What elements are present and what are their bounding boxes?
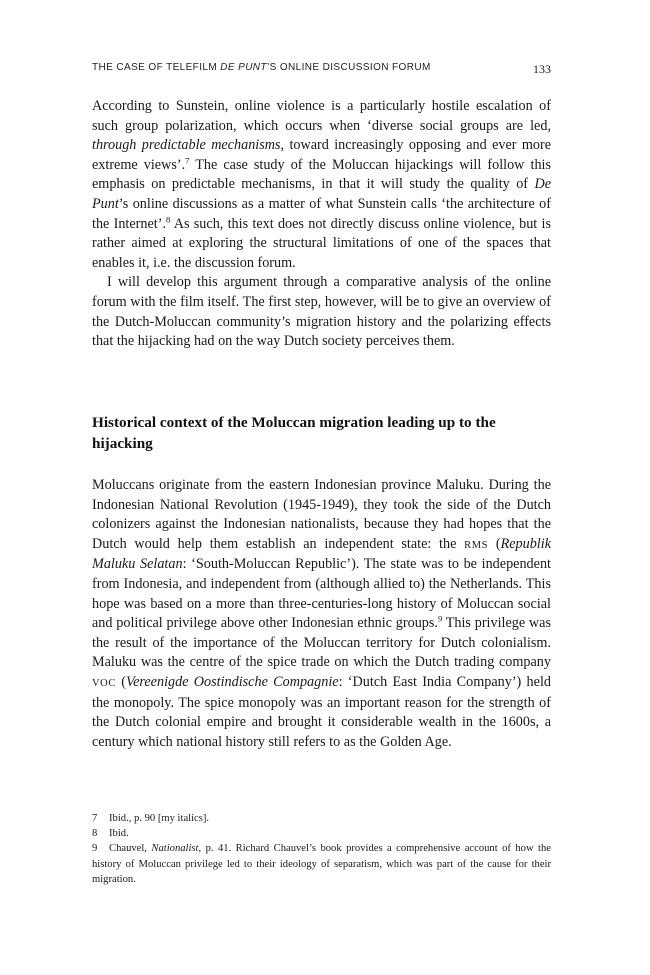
footnote-7: 7 Ibid., p. 90 [my italics]. (92, 813, 210, 824)
footnote-8: 8 Ibid. (92, 828, 129, 840)
footnote-ref-8[interactable]: 8 (166, 213, 171, 224)
paragraph-1: According to Sunstein, online violence is a particularly hostile escalation of such group polarization, which occurs when ‘diverse social groups are led, through predictable mechanisms, toward increasingly opposing and ever more extreme views’.$^7$ The case study of the Moluccan hijackings will follow this emphasis on predictable mechanisms, in that it will study the quality of De Punt’s online discussions as a matter of what Sunstein calls ‘the architecture of the Internet’.$^8$ As such, this text does not directly discuss online violence, but is rather aimed at exploring the structural limitations of one of the spaces that enables it, i.e. the discussion forum. (92, 98, 552, 271)
paragraph-2: I will develop this argument through a comparative analysis of the online forum with the film itself. The first step, however, will be to give an overview of the Dutch-Moluccan community’s migration history and the polarizing effects that the hijacking had on the way Dutch society perceives them. (92, 274, 551, 350)
footnote-ref-9[interactable]: 9 (437, 613, 443, 624)
running-title: THE CASE OF TELEFILM DE PUNT’S ONLINE DISCUSSION FORUM (92, 62, 431, 73)
body-section-1 (92, 97, 551, 352)
paragraph-3: Moluccans originate from the eastern Indonesian province Maluku. During the Indonesian National Revolution (1945-1949), they took the side of the Dutch colonizers against the Indonesian nationalists, because they had hopes that the Dutch would help them establish an independent state: the RMS (Republik Maluku Selatan: ‘South-Moluccan Republic’). The state was to be independent from Indonesia, and independent from (although allied to) the Netherlands. This hope was based on a more than three-centuries-long history of Moluccan social and political privilege above other Indonesian ethnic groups.$^9$ This privilege was the result of the importance of the Moluccan territory for Dutch colonialism. Maluku was the centre of the spice trade on which the Dutch trading company VOC (Vereenigde Oostindische Compagnie: ‘Dutch East India Company’) held the monopoly. The spice monopoly was an important reason for the strength of the Dutch colonial empire and brought it considerable wealth in the 1600s, a century which national history still refers to as the Golden Age. (92, 477, 551, 750)
footnote-ref-7[interactable]: 7 (185, 155, 190, 166)
section-heading: Historical context of the Moluccan migration leading up to the hijacking (92, 414, 496, 452)
footnote-9: 9 Chauvel, Nationalist, p. 41. Richard Chauvel’s book provides a comprehensive account of how the history of Moluccan privilege led to their ideology of separatism, which was part of the cause for their migration. (92, 843, 551, 885)
running-header (92, 62, 551, 78)
body-section-2 (92, 476, 551, 752)
footnotes (92, 811, 551, 887)
page-number: 133 (533, 62, 551, 76)
